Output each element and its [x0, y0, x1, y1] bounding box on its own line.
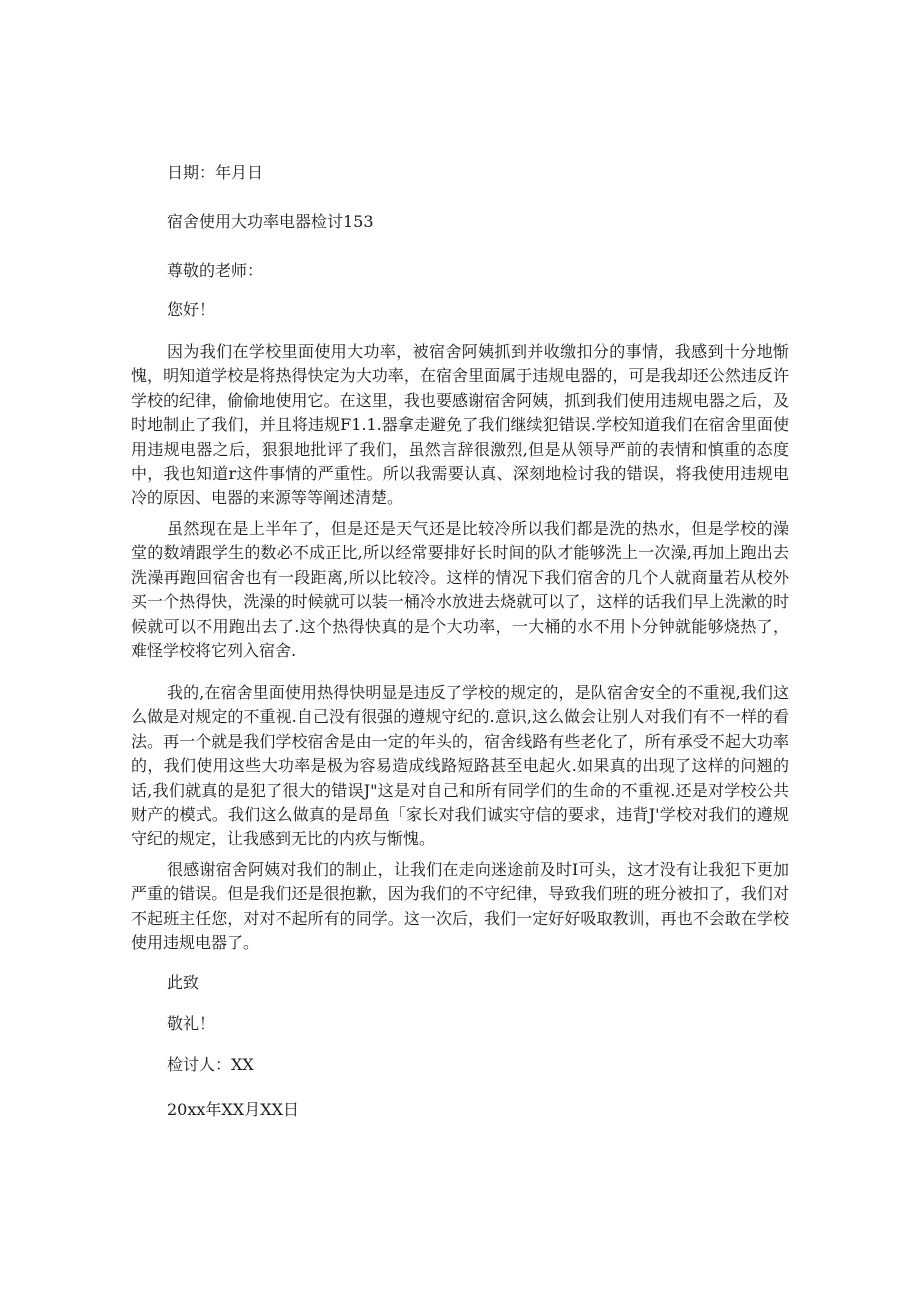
date-line: 日期：年月日 [167, 163, 264, 182]
closing: 此致 [167, 973, 200, 992]
document-title: 宿舍使用大功率电器检讨153 [167, 212, 374, 231]
greeting: 您好！ [167, 300, 216, 319]
paragraph-3: 我的,在宿舍里面使用热得快明显是违反了学校的规定的，是队宿舍安全的不重视,我们这么做是对规定的不重视.自己没有很强的遵规守纪的.意识,这么做会让别人对我们有不一样的看法。再一个就是我们学校宿舍是由一定的年头的，宿舍线路有些老化了，所有承受不起大功率的，我们使用这些大功率是极为容易造成线路短路甚至电起火.如果真的出现了这样的问翘的话,我们就真的是犯了很大的错误J"这是对自己和所有同学们的生命的不重视.还是对学校公共财产的模式。我们这么做真的是昂鱼「家长对我们诚实守信的要求，违背J'学校对我们的遵规守纪的规定，让我感到无比的内疚与惭愧。 [131, 683, 789, 849]
paragraph-2: 虽然现在是上半年了，但是还是天气还是比较冷所以我们都是洗的热水，但是学校的澡堂的数靖跟学生的数必不成正比,所以经常要排好长时间的队才能够洗上一次澡,再加上跑出去洗澡再跑回宿舍也有一段距离,所以比较冷。这样的情况下我们宿舍的几个人就商量若从校外买一个热得快，洗澡的时候就可以装一桶冷水放进去烧就可以了，这样的话我们早上洗漱的时候就可以不用跑出去了.这个热得快真的是个大功率，一大桶的水不用卜分钟就能够烧热了，难怪学校将它列入宿舍. [131, 519, 789, 661]
sign-date: 20xx年XX月XX日 [167, 1100, 299, 1119]
regards: 敬礼！ [167, 1014, 216, 1033]
salutation: 尊敬的老师： [167, 261, 264, 280]
paragraph-1: 因为我们在学校里面使用大功率，被宿舍阿姨抓到并收缴扣分的事情，我感到十分地惭愧，明知道学校是将热得快定为大功率，在宿舍里面属于违规电器的，可是我却还公然违反许学校的纪律，偷偷地使用它。在这里，我也要感谢宿舍阿姨，抓到我们使用违规电器之后，及时地制止了我们，并且将违规F1.1.器拿走避免了我们继续犯错误.学校知道我们在宿舍里面使用违规电器之后，狠狠地批评了我们，虽然言辞很激烈,但是从领导严前的表情和慎重的态度中，我也知道r这件事情的严重性。所以我需要认真、深刻地检讨我的错误，将我使用违规电冷的原因、电器的来源等等阐述清楚。 [131, 342, 789, 508]
paragraph-4: 很感谢宿舍阿姨对我们的制止，让我们在走向迷途前及时I可头，这才没有让我犯下更加严重的错误。但是我们还是很抱歉，因为我们的不守纪律，导致我们班的班分被扣了，我们对不起班主任您，对对不起所有的同学。这一次后，我们一定好好吸取教训，再也不会敢在学校使用违规电器了。 [131, 860, 789, 953]
signature: 检讨人：XX [167, 1055, 254, 1074]
